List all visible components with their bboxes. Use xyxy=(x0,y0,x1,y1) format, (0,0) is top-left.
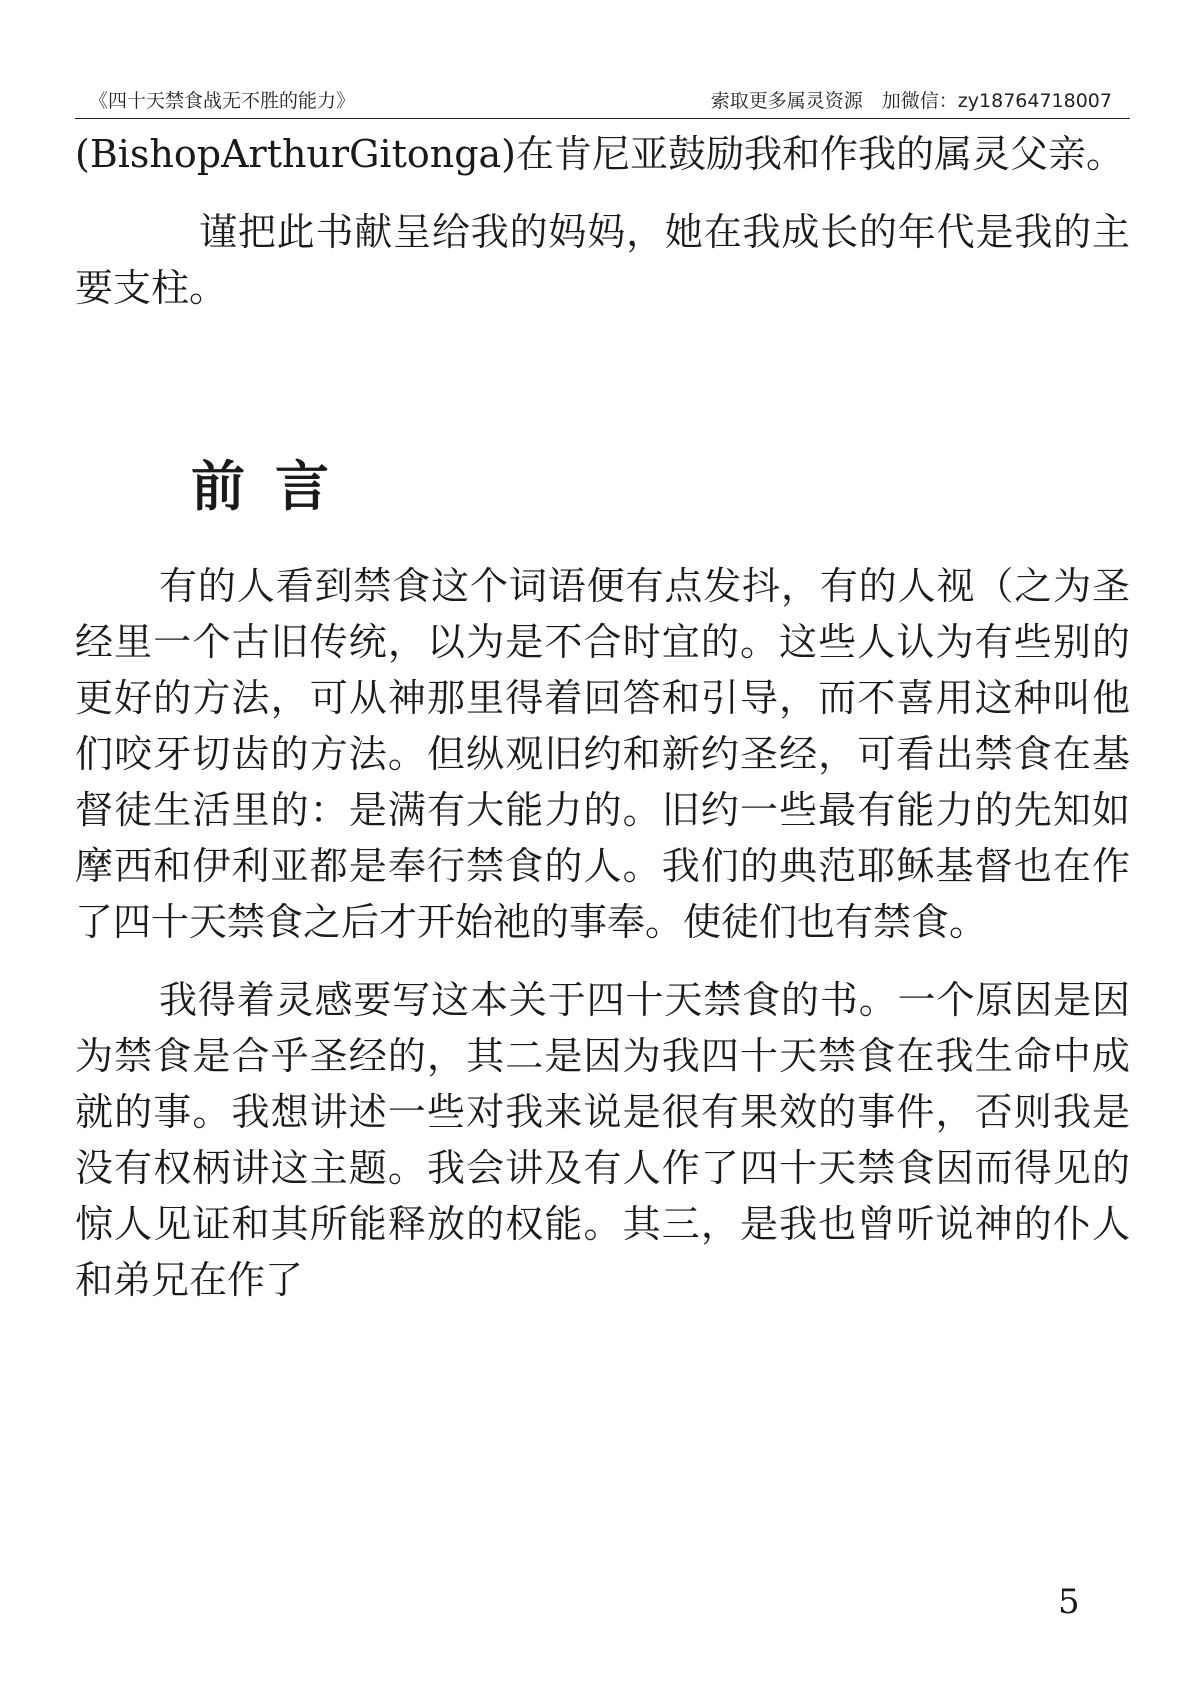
preface-paragraph-1: 有的人看到禁食这个词语便有点发抖，有的人视（之为圣经里一个古旧传统，以为是不合时宜的。这些人认为有些别的更好的方法，可从神那里得着回答和引导，而不喜用这种叫他们咬牙切齿的方法。但纵观旧约和新约圣经，可看出禁食在基督徒生活里的：是满有大能力的。旧约一些最有能力的先知如摩西和伊利亚都是奉行禁食的人。我们的典范耶稣基督也在作了四十天禁食之后才开始祂的事奉。使徒们也有禁食。 xyxy=(75,564,1130,944)
page-number: 5 xyxy=(1058,1582,1080,1622)
page-body xyxy=(75,126,1130,1308)
header-book-title: 《四十天禁食战无不胜的能力》 xyxy=(89,90,356,112)
dedication-paragraph: 谨把此书献呈给我的妈妈，她在我成长的年代是我的主要支柱。 xyxy=(75,210,1130,310)
header-promo-text: 索取更多属灵资源 加微信：zy18764718007 xyxy=(710,90,1112,112)
preface-paragraph-2: 我得着灵感要写这本关于四十天禁食的书。一个原因是因为禁食是合乎圣经的，其二是因为我四十天禁食在我生命中成就的事。我想讲述一些对我来说是很有果效的事件，否则我是没有权柄讲这主题。我会讲及有人作了四十天禁食因而得见的惊人见证和其所能释放的权能。其三，是我也曾听说神的仆人和弟兄在作了 xyxy=(75,978,1130,1302)
continuation-paragraph: (BishopArthurGitonga)在肯尼亚鼓励我和作我的属灵父亲。 xyxy=(75,132,1125,176)
running-header xyxy=(75,84,1130,119)
section-heading: 前言 xyxy=(191,455,359,518)
